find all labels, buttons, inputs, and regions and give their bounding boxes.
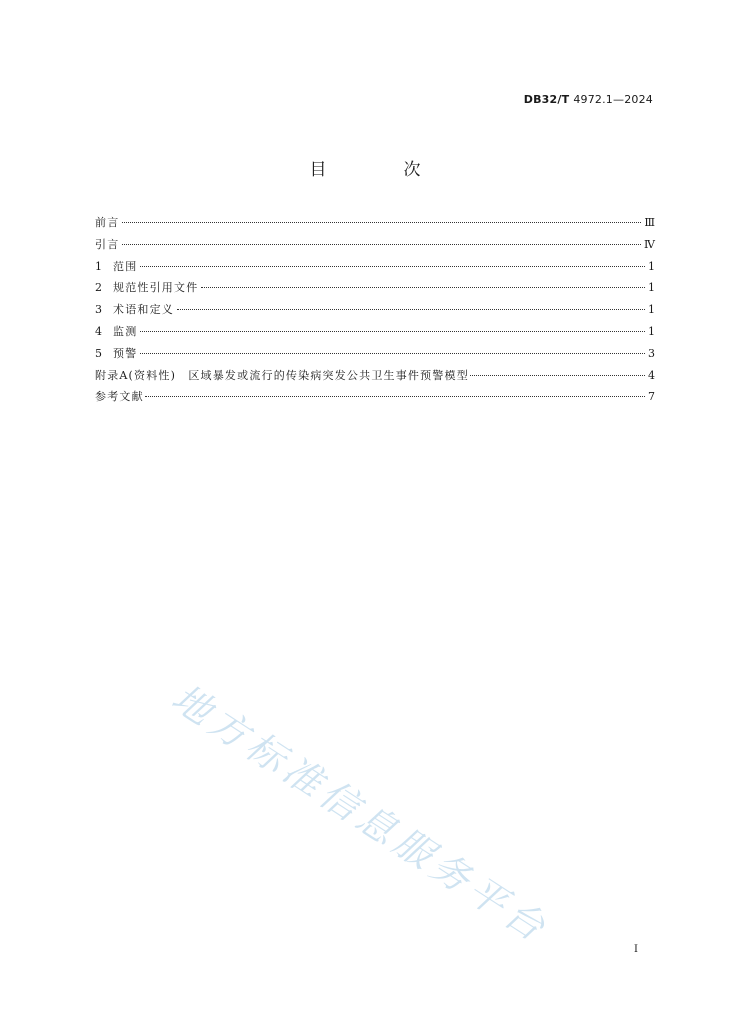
dot-leader (122, 222, 641, 223)
standard-prefix: DB32/T (523, 93, 570, 106)
toc-entry-label: 术语和定义 (113, 303, 174, 317)
toc-entry-number: 4 (95, 324, 102, 338)
toc-entry-number: 2 (95, 281, 102, 295)
page-title: 目 次 (309, 160, 451, 180)
toc-entry-page: Ⅲ (644, 216, 655, 229)
toc-entry-introduction[interactable] (95, 234, 655, 256)
toc-entry-label: 附录A(资料性) 区域暴发或流行的传染病突发公共卫生事件预警模型 (95, 368, 469, 382)
toc-entry-page: Ⅳ (644, 237, 655, 251)
toc-entry-page: 7 (648, 390, 655, 404)
toc-entry-number: 1 (95, 259, 102, 273)
toc-entry-bibliography[interactable] (95, 386, 655, 408)
toc-entry-label: 参考文献 (95, 390, 144, 404)
dot-leader (470, 375, 645, 376)
toc-entry-page: 4 (648, 368, 655, 382)
toc-entry-number: 5 (95, 346, 102, 360)
toc-entry-label: 预警 (113, 346, 138, 360)
toc-entry-label: 引言 (95, 237, 120, 251)
dot-leader (140, 353, 645, 354)
toc-entry-page: 1 (648, 259, 655, 273)
toc-entry-label: 范围 (113, 259, 138, 273)
toc-entry-page: 1 (648, 281, 655, 295)
standard-number: 4972.1—2024 (573, 93, 653, 106)
toc-entry-page: 1 (648, 303, 655, 317)
dot-leader (122, 244, 641, 245)
dot-leader (140, 331, 645, 332)
dot-leader (140, 266, 645, 267)
dot-leader (145, 396, 645, 397)
page-number: I (634, 944, 638, 955)
toc-entry-monitoring[interactable] (95, 321, 655, 343)
toc-entry-early-warning[interactable] (95, 343, 655, 365)
toc-entry-label: 监测 (113, 324, 138, 338)
toc-entry-page: 1 (648, 324, 655, 338)
toc-entry-label: 前言 (95, 216, 120, 229)
toc-entry-normative-references[interactable] (95, 277, 655, 299)
toc-entry-foreword[interactable] (95, 212, 655, 234)
toc-entry-label: 规范性引用文件 (113, 281, 199, 295)
table-of-contents (95, 212, 655, 408)
toc-entry-appendix-a[interactable] (95, 365, 655, 387)
toc-entry-scope[interactable] (95, 256, 655, 278)
toc-entry-number: 3 (95, 303, 102, 317)
toc-entry-terms-definitions[interactable] (95, 299, 655, 321)
toc-entry-page: 3 (648, 346, 655, 360)
dot-leader (177, 309, 645, 310)
standard-code (524, 93, 653, 106)
watermark-text: 地方标准信息服务平台 (164, 675, 558, 953)
dot-leader (201, 287, 645, 288)
